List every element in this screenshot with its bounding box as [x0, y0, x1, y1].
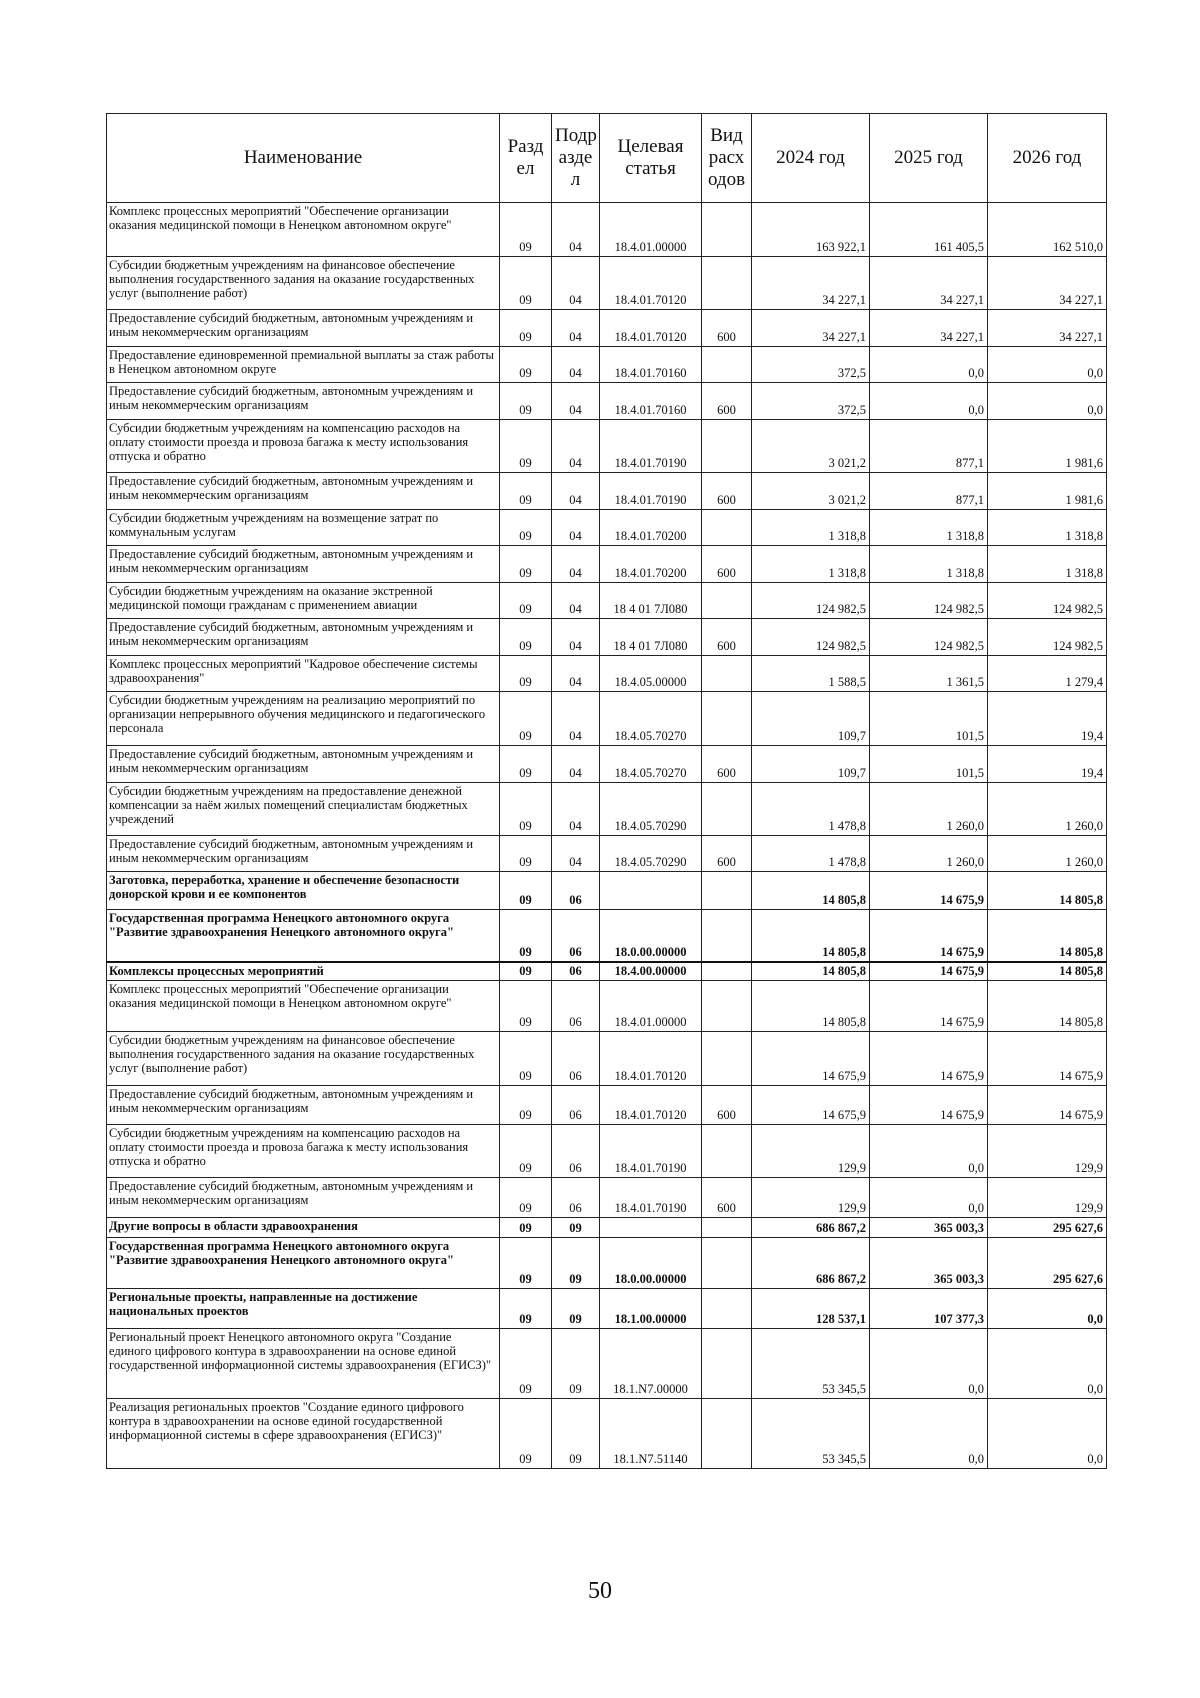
cell-y2025: 14 675,9 [870, 1031, 988, 1085]
cell-article: 18.1.N7.00000 [600, 1328, 702, 1398]
cell-article: 18.4.01.00000 [600, 980, 702, 1031]
cell-razdel: 09 [500, 257, 552, 310]
cell-podrazdel: 06 [552, 1177, 600, 1217]
cell-vid: 600 [702, 1177, 752, 1217]
cell-y2025: 0,0 [870, 1328, 988, 1398]
cell-podrazdel: 06 [552, 872, 600, 910]
cell-name: Предоставление субсидий бюджетным, автономным учреждениям и иным некоммерческим организациям [107, 836, 500, 872]
cell-y2026: 295 627,6 [988, 1217, 1107, 1237]
cell-y2025: 14 675,9 [870, 1085, 988, 1124]
cell-y2025: 1 318,8 [870, 546, 988, 583]
cell-podrazdel: 04 [552, 347, 600, 383]
table-row [107, 962, 1107, 981]
cell-article: 18.4.05.70270 [600, 692, 702, 746]
header-podrazdel: Подр азде л [552, 114, 600, 203]
cell-podrazdel: 04 [552, 546, 600, 583]
cell-y2024: 14 675,9 [752, 1031, 870, 1085]
cell-article: 18.4.05.70290 [600, 836, 702, 872]
table-header-row [107, 114, 1107, 203]
cell-name: Предоставление единовременной премиальной выплаты за стаж работы в Ненецком автономном округе [107, 347, 500, 383]
cell-name: Предоставление субсидий бюджетным, автономным учреждениям и иным некоммерческим организациям [107, 383, 500, 420]
table-row [107, 1177, 1107, 1217]
cell-y2025: 14 675,9 [870, 872, 988, 910]
cell-podrazdel: 09 [552, 1288, 600, 1328]
table-row [107, 203, 1107, 257]
cell-name: Другие вопросы в области здравоохранения [107, 1217, 500, 1237]
cell-y2026: 295 627,6 [988, 1237, 1107, 1288]
cell-razdel: 09 [500, 203, 552, 257]
cell-name: Субсидии бюджетным учреждениям на финансовое обеспечение выполнения государственного задания на оказание государственных услуг (выполнение работ) [107, 257, 500, 310]
cell-y2026: 0,0 [988, 347, 1107, 383]
cell-y2025: 0,0 [870, 1124, 988, 1177]
cell-podrazdel: 04 [552, 619, 600, 656]
cell-y2024: 34 227,1 [752, 310, 870, 347]
page-number: 50 [588, 1578, 612, 1604]
cell-y2025: 0,0 [870, 347, 988, 383]
cell-razdel: 09 [500, 383, 552, 420]
table-row [107, 980, 1107, 1031]
cell-vid [702, 583, 752, 619]
cell-vid [702, 510, 752, 546]
cell-y2026: 1 318,8 [988, 546, 1107, 583]
cell-article: 18.4.01.70160 [600, 383, 702, 420]
cell-vid [702, 420, 752, 473]
cell-vid [702, 980, 752, 1031]
table-row [107, 1237, 1107, 1288]
cell-vid [702, 203, 752, 257]
cell-y2026: 0,0 [988, 1328, 1107, 1398]
cell-y2025: 365 003,3 [870, 1217, 988, 1237]
cell-y2024: 3 021,2 [752, 420, 870, 473]
cell-y2024: 109,7 [752, 746, 870, 783]
cell-name: Субсидии бюджетным учреждениям на финансовое обеспечение выполнения государственного задания на оказание государственных услуг (выполнение работ) [107, 1031, 500, 1085]
cell-razdel: 09 [500, 1177, 552, 1217]
table-row [107, 420, 1107, 473]
cell-razdel: 09 [500, 619, 552, 656]
cell-y2026: 1 981,6 [988, 473, 1107, 510]
cell-y2024: 14 805,8 [752, 872, 870, 910]
cell-name: Комплекс процессных мероприятий "Обеспечение организации оказания медицинской помощи в Ненецком автономном округе" [107, 980, 500, 1031]
cell-y2026: 34 227,1 [988, 310, 1107, 347]
cell-podrazdel: 04 [552, 783, 600, 836]
cell-article [600, 1217, 702, 1237]
cell-y2025: 0,0 [870, 383, 988, 420]
cell-y2026: 14 675,9 [988, 1085, 1107, 1124]
cell-y2026: 14 805,8 [988, 980, 1107, 1031]
cell-y2026: 19,4 [988, 692, 1107, 746]
cell-vid: 600 [702, 383, 752, 420]
table-row [107, 1328, 1107, 1398]
table-row [107, 783, 1107, 836]
cell-vid [702, 1031, 752, 1085]
cell-y2025: 34 227,1 [870, 310, 988, 347]
cell-y2024: 1 588,5 [752, 656, 870, 692]
cell-podrazdel: 06 [552, 980, 600, 1031]
cell-name: Реализация региональных проектов "Создание единого цифрового контура в здравоохранении на основе единой государственной информационной системы в сфере здравоохранения (ЕГИСЗ)" [107, 1398, 500, 1468]
cell-name: Субсидии бюджетным учреждениям на компенсацию расходов на оплату стоимости проезда и провоза багажа к месту использования отпуска и обратно [107, 1124, 500, 1177]
cell-article: 18 4 01 7Л080 [600, 583, 702, 619]
cell-razdel: 09 [500, 473, 552, 510]
cell-vid: 600 [702, 746, 752, 783]
cell-article: 18.4.01.70120 [600, 257, 702, 310]
cell-podrazdel: 06 [552, 1031, 600, 1085]
cell-y2024: 34 227,1 [752, 257, 870, 310]
cell-podrazdel: 04 [552, 583, 600, 619]
cell-name: Субсидии бюджетным учреждениям на компенсацию расходов на оплату стоимости проезда и провоза багажа к месту использования отпуска и обратно [107, 420, 500, 473]
cell-article: 18.4.01.70200 [600, 510, 702, 546]
cell-vid [702, 257, 752, 310]
table-body [107, 203, 1107, 1469]
cell-podrazdel: 04 [552, 420, 600, 473]
table-row [107, 1217, 1107, 1237]
cell-name: Предоставление субсидий бюджетным, автономным учреждениям и иным некоммерческим организациям [107, 1177, 500, 1217]
table-row [107, 1124, 1107, 1177]
cell-article: 18.4.01.00000 [600, 203, 702, 257]
cell-y2025: 14 675,9 [870, 910, 988, 962]
table-row [107, 746, 1107, 783]
cell-podrazdel: 04 [552, 836, 600, 872]
header-2026: 2026 год [988, 114, 1107, 203]
cell-razdel: 09 [500, 656, 552, 692]
cell-razdel: 09 [500, 1237, 552, 1288]
cell-y2024: 53 345,5 [752, 1398, 870, 1468]
cell-y2026: 0,0 [988, 1398, 1107, 1468]
cell-podrazdel: 09 [552, 1328, 600, 1398]
cell-y2025: 877,1 [870, 473, 988, 510]
cell-podrazdel: 09 [552, 1398, 600, 1468]
cell-y2026: 124 982,5 [988, 619, 1107, 656]
cell-article: 18.1.00.00000 [600, 1288, 702, 1328]
cell-article: 18.4.01.70120 [600, 310, 702, 347]
cell-y2024: 686 867,2 [752, 1237, 870, 1288]
cell-y2026: 1 318,8 [988, 510, 1107, 546]
cell-y2025: 1 260,0 [870, 783, 988, 836]
cell-article: 18.4.01.70190 [600, 473, 702, 510]
table-row [107, 656, 1107, 692]
cell-razdel: 09 [500, 420, 552, 473]
table-row [107, 583, 1107, 619]
cell-y2024: 124 982,5 [752, 583, 870, 619]
cell-podrazdel: 04 [552, 257, 600, 310]
table-row [107, 1085, 1107, 1124]
cell-podrazdel: 06 [552, 962, 600, 981]
table-row [107, 1398, 1107, 1468]
cell-name: Субсидии бюджетным учреждениям на возмещение затрат по коммунальным услугам [107, 510, 500, 546]
cell-razdel: 09 [500, 510, 552, 546]
cell-y2025: 124 982,5 [870, 619, 988, 656]
cell-article: 18.4.01.70200 [600, 546, 702, 583]
cell-razdel: 09 [500, 1031, 552, 1085]
cell-y2024: 1 478,8 [752, 836, 870, 872]
table-row [107, 872, 1107, 910]
cell-y2024: 686 867,2 [752, 1217, 870, 1237]
cell-article: 18.1.N7.51140 [600, 1398, 702, 1468]
cell-vid: 600 [702, 473, 752, 510]
cell-vid [702, 872, 752, 910]
cell-vid [702, 1288, 752, 1328]
cell-razdel: 09 [500, 546, 552, 583]
cell-y2026: 129,9 [988, 1124, 1107, 1177]
cell-y2024: 1 478,8 [752, 783, 870, 836]
cell-y2025: 124 982,5 [870, 583, 988, 619]
cell-vid [702, 1237, 752, 1288]
cell-podrazdel: 04 [552, 656, 600, 692]
cell-name: Субсидии бюджетным учреждениям на предоставление денежной компенсации за наём жилых помещений специалистам бюджетных учреждений [107, 783, 500, 836]
cell-article: 18.4.01.70160 [600, 347, 702, 383]
cell-y2026: 0,0 [988, 1288, 1107, 1328]
cell-name: Региональный проект Ненецкого автономного округа "Создание единого цифрового контура в здравоохранении на основе единой государственной информационной системы здравоохранения (ЕГИСЗ)" [107, 1328, 500, 1398]
cell-razdel: 09 [500, 692, 552, 746]
cell-vid: 600 [702, 546, 752, 583]
header-article: Целевая статья [600, 114, 702, 203]
cell-y2026: 19,4 [988, 746, 1107, 783]
cell-y2026: 124 982,5 [988, 583, 1107, 619]
table-row [107, 546, 1107, 583]
cell-podrazdel: 04 [552, 383, 600, 420]
cell-vid [702, 692, 752, 746]
cell-name: Заготовка, переработка, хранение и обеспечение безопасности донорской крови и ее компонентов [107, 872, 500, 910]
table-row [107, 473, 1107, 510]
table-row [107, 310, 1107, 347]
cell-name: Предоставление субсидий бюджетным, автономным учреждениям и иным некоммерческим организациям [107, 619, 500, 656]
cell-vid [702, 1124, 752, 1177]
cell-article: 18.4.00.00000 [600, 962, 702, 981]
cell-razdel: 09 [500, 1217, 552, 1237]
cell-y2026: 14 675,9 [988, 1031, 1107, 1085]
cell-y2024: 14 805,8 [752, 962, 870, 981]
cell-y2026: 129,9 [988, 1177, 1107, 1217]
cell-podrazdel: 04 [552, 310, 600, 347]
cell-name: Субсидии бюджетным учреждениям на оказание экстренной медицинской помощи гражданам с применением авиации [107, 583, 500, 619]
cell-article: 18.0.00.00000 [600, 1237, 702, 1288]
cell-article: 18.4.05.00000 [600, 656, 702, 692]
cell-y2024: 14 805,8 [752, 980, 870, 1031]
table-row [107, 692, 1107, 746]
cell-podrazdel: 09 [552, 1237, 600, 1288]
cell-podrazdel: 04 [552, 203, 600, 257]
cell-vid [702, 783, 752, 836]
cell-razdel: 09 [500, 310, 552, 347]
cell-y2024: 3 021,2 [752, 473, 870, 510]
cell-y2025: 1 318,8 [870, 510, 988, 546]
cell-y2024: 128 537,1 [752, 1288, 870, 1328]
table-row [107, 510, 1107, 546]
cell-razdel: 09 [500, 980, 552, 1031]
cell-vid: 600 [702, 310, 752, 347]
cell-razdel: 09 [500, 1328, 552, 1398]
table-row [107, 1031, 1107, 1085]
budget-table-container [106, 113, 1106, 1469]
cell-vid [702, 910, 752, 962]
cell-y2025: 14 675,9 [870, 962, 988, 981]
cell-article: 18.4.01.70120 [600, 1085, 702, 1124]
table-row [107, 1288, 1107, 1328]
cell-article: 18.4.05.70270 [600, 746, 702, 783]
cell-vid [702, 1217, 752, 1237]
cell-y2025: 101,5 [870, 692, 988, 746]
cell-podrazdel: 09 [552, 1217, 600, 1237]
cell-name: Субсидии бюджетным учреждениям на реализацию мероприятий по организации непрерывного обучения медицинского и педагогического персонала [107, 692, 500, 746]
cell-razdel: 09 [500, 962, 552, 981]
table-row [107, 910, 1107, 962]
cell-y2024: 372,5 [752, 347, 870, 383]
cell-article: 18 4 01 7Л080 [600, 619, 702, 656]
cell-vid [702, 347, 752, 383]
cell-y2024: 53 345,5 [752, 1328, 870, 1398]
cell-name: Предоставление субсидий бюджетным, автономным учреждениям и иным некоммерческим организациям [107, 310, 500, 347]
cell-y2025: 877,1 [870, 420, 988, 473]
cell-vid [702, 962, 752, 981]
cell-y2024: 1 318,8 [752, 510, 870, 546]
cell-y2024: 109,7 [752, 692, 870, 746]
cell-y2024: 163 922,1 [752, 203, 870, 257]
cell-y2025: 161 405,5 [870, 203, 988, 257]
table-row [107, 347, 1107, 383]
cell-y2025: 1 260,0 [870, 836, 988, 872]
header-2025: 2025 год [870, 114, 988, 203]
cell-podrazdel: 04 [552, 692, 600, 746]
cell-name: Государственная программа Ненецкого автономного округа "Развитие здравоохранения Ненецкого автономного округа" [107, 910, 500, 962]
cell-razdel: 09 [500, 783, 552, 836]
cell-y2026: 1 260,0 [988, 783, 1107, 836]
budget-table [106, 113, 1107, 1469]
cell-y2025: 14 675,9 [870, 980, 988, 1031]
cell-podrazdel: 06 [552, 1085, 600, 1124]
cell-vid: 600 [702, 619, 752, 656]
cell-podrazdel: 06 [552, 910, 600, 962]
cell-podrazdel: 06 [552, 1124, 600, 1177]
cell-article: 18.4.05.70290 [600, 783, 702, 836]
cell-y2024: 129,9 [752, 1124, 870, 1177]
header-razdel: Разд ел [500, 114, 552, 203]
cell-article [600, 872, 702, 910]
cell-razdel: 09 [500, 910, 552, 962]
cell-article: 18.4.01.70190 [600, 420, 702, 473]
cell-podrazdel: 04 [552, 746, 600, 783]
cell-y2024: 372,5 [752, 383, 870, 420]
cell-y2026: 1 260,0 [988, 836, 1107, 872]
cell-name: Государственная программа Ненецкого автономного округа "Развитие здравоохранения Ненецкого автономного округа" [107, 1237, 500, 1288]
table-row [107, 383, 1107, 420]
cell-y2024: 14 805,8 [752, 910, 870, 962]
cell-podrazdel: 04 [552, 510, 600, 546]
cell-razdel: 09 [500, 872, 552, 910]
cell-y2025: 365 003,3 [870, 1237, 988, 1288]
cell-y2025: 101,5 [870, 746, 988, 783]
cell-name: Предоставление субсидий бюджетным, автономным учреждениям и иным некоммерческим организациям [107, 546, 500, 583]
table-row [107, 257, 1107, 310]
cell-name: Предоставление субсидий бюджетным, автономным учреждениям и иным некоммерческим организациям [107, 746, 500, 783]
cell-y2026: 1 279,4 [988, 656, 1107, 692]
cell-vid [702, 656, 752, 692]
header-name: Наименование [107, 114, 500, 203]
cell-y2025: 1 361,5 [870, 656, 988, 692]
cell-y2025: 0,0 [870, 1398, 988, 1468]
cell-razdel: 09 [500, 746, 552, 783]
cell-podrazdel: 04 [552, 473, 600, 510]
cell-vid [702, 1328, 752, 1398]
cell-razdel: 09 [500, 1398, 552, 1468]
table-row [107, 836, 1107, 872]
cell-vid [702, 1398, 752, 1468]
cell-y2025: 0,0 [870, 1177, 988, 1217]
cell-y2026: 1 981,6 [988, 420, 1107, 473]
cell-y2026: 162 510,0 [988, 203, 1107, 257]
cell-vid: 600 [702, 836, 752, 872]
cell-y2026: 0,0 [988, 383, 1107, 420]
table-row [107, 619, 1107, 656]
cell-name: Предоставление субсидий бюджетным, автономным учреждениям и иным некоммерческим организациям [107, 1085, 500, 1124]
cell-article: 18.4.01.70120 [600, 1031, 702, 1085]
header-vid: Вид расх одов [702, 114, 752, 203]
cell-name: Комплекс процессных мероприятий "Кадровое обеспечение системы здравоохранения" [107, 656, 500, 692]
cell-article: 18.4.01.70190 [600, 1124, 702, 1177]
cell-y2025: 34 227,1 [870, 257, 988, 310]
cell-y2024: 124 982,5 [752, 619, 870, 656]
cell-name: Региональные проекты, направленные на достижение национальных проектов [107, 1288, 500, 1328]
header-2024: 2024 год [752, 114, 870, 203]
cell-y2024: 1 318,8 [752, 546, 870, 583]
cell-y2026: 14 805,8 [988, 910, 1107, 962]
cell-name: Комплекс процессных мероприятий "Обеспечение организации оказания медицинской помощи в Ненецком автономном округе" [107, 203, 500, 257]
cell-y2024: 129,9 [752, 1177, 870, 1217]
cell-article: 18.0.00.00000 [600, 910, 702, 962]
cell-razdel: 09 [500, 836, 552, 872]
cell-name: Предоставление субсидий бюджетным, автономным учреждениям и иным некоммерческим организациям [107, 473, 500, 510]
cell-name: Комплексы процессных мероприятий [107, 962, 500, 981]
cell-y2026: 14 805,8 [988, 872, 1107, 910]
cell-y2026: 14 805,8 [988, 962, 1107, 981]
cell-y2025: 107 377,3 [870, 1288, 988, 1328]
cell-article: 18.4.01.70190 [600, 1177, 702, 1217]
cell-y2026: 34 227,1 [988, 257, 1107, 310]
cell-razdel: 09 [500, 583, 552, 619]
cell-razdel: 09 [500, 1124, 552, 1177]
cell-razdel: 09 [500, 347, 552, 383]
cell-razdel: 09 [500, 1085, 552, 1124]
cell-razdel: 09 [500, 1288, 552, 1328]
cell-vid: 600 [702, 1085, 752, 1124]
cell-y2024: 14 675,9 [752, 1085, 870, 1124]
